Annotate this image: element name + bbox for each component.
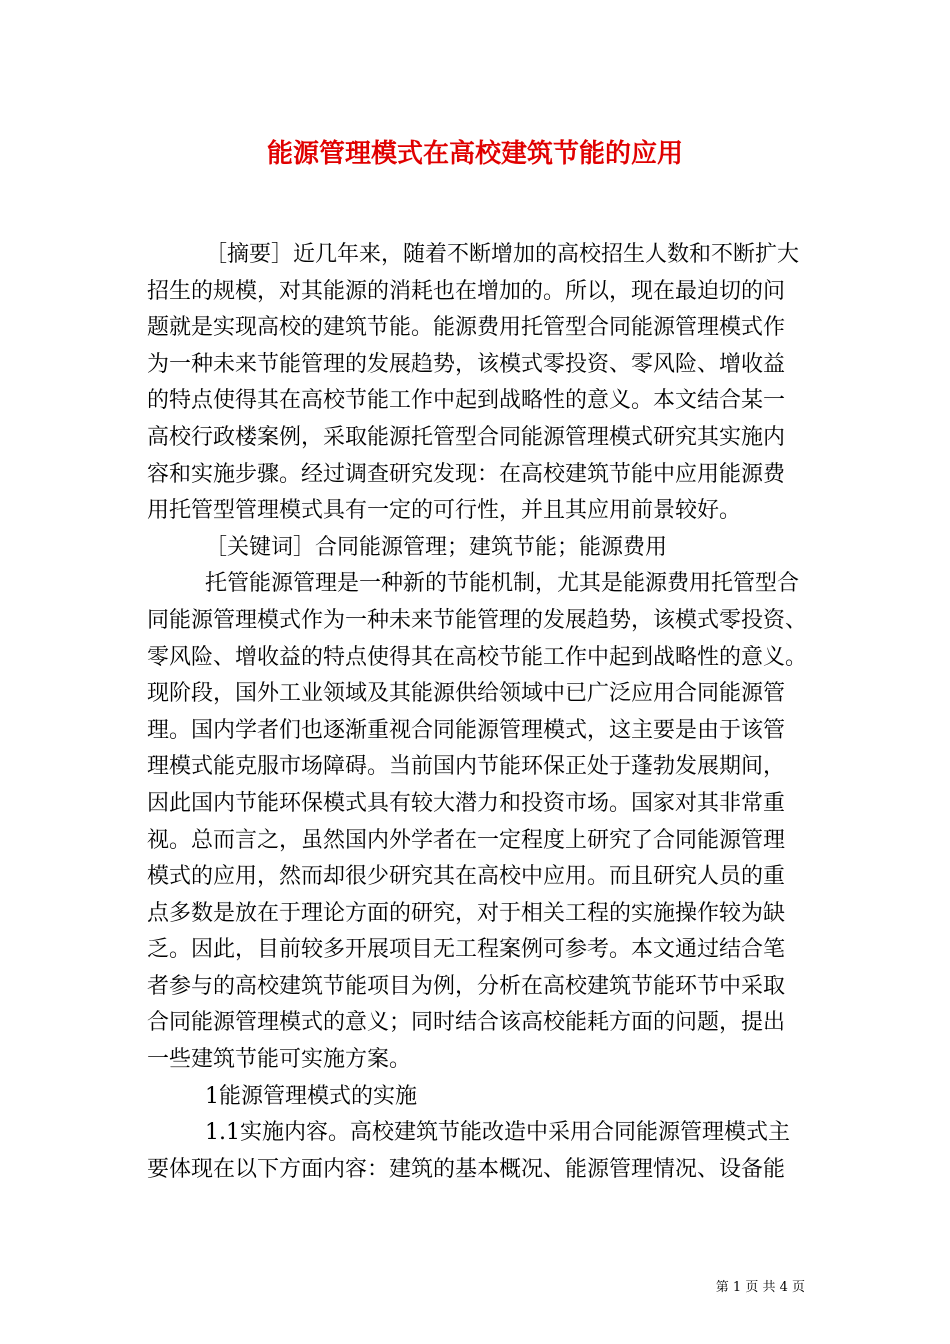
body-line: 模式的应用，然而却很少研究其在高校中应用。而且研究人员的重 <box>147 864 786 890</box>
body-line: 合同能源管理模式的意义；同时结合该高校能耗方面的问题，提出 <box>147 1010 786 1036</box>
body-line: 一些建筑节能可实施方案。 <box>147 1047 412 1073</box>
body-line: 视。总而言之，虽然国内外学者在一定程度上研究了合同能源管理 <box>147 827 786 853</box>
body-line: 招生的规模，对其能源的消耗也在增加的。所以，现在最迫切的问 <box>147 278 786 304</box>
body-line: 理模式能克服市场障碍。当前国内节能环保正处于蓬勃发展期间， <box>147 754 786 780</box>
body-line: 要体现在以下方面内容：建筑的基本概况、能源管理情况、设备能 <box>147 1156 786 1182</box>
body-line: 题就是实现高校的建筑节能。能源费用托管型合同能源管理模式作 <box>147 315 786 341</box>
body-line: 同能源管理模式作为一种未来节能管理的发展趋势，该模式零投资、 <box>147 607 808 633</box>
body-line: ［关键词］合同能源管理；建筑节能；能源费用 <box>205 534 668 560</box>
body-line: 因此国内节能环保模式具有较大潜力和投资市场。国家对其非常重 <box>147 790 786 816</box>
body-line: 高校行政楼案例，采取能源托管型合同能源管理模式研究其实施内 <box>147 424 786 450</box>
body-line: 为一种未来节能管理的发展趋势，该模式零投资、零风险、增收益 <box>147 351 786 377</box>
body-line: 乏。因此，目前较多开展项目无工程案例可参考。本文通过结合笔 <box>147 937 786 963</box>
body-line: 理。国内学者们也逐渐重视合同能源管理模式，这主要是由于该管 <box>147 717 786 743</box>
document-body <box>147 237 811 1188</box>
body-line: 用托管型管理模式具有一定的可行性，并且其应用前景较好。 <box>147 498 742 524</box>
document-title: 能源管理模式在高校建筑节能的应用 <box>266 139 683 169</box>
body-line: 零风险、增收益的特点使得其在高校节能工作中起到战略性的意义。 <box>147 644 808 670</box>
page-number-footer: 第 1 页 共 4 页 <box>715 1280 805 1295</box>
body-line: 托管能源管理是一种新的节能机制，尤其是能源费用托管型合 <box>205 571 800 597</box>
body-line: 现阶段，国外工业领域及其能源供给领域中已广泛应用合同能源管 <box>147 681 786 707</box>
body-line: 1能源管理模式的实施 <box>205 1083 417 1109</box>
body-line: 点多数是放在于理论方面的研究，对于相关工程的实施操作较为缺 <box>147 900 786 926</box>
body-line: 容和实施步骤。经过调查研究发现：在高校建筑节能中应用能源费 <box>147 461 786 487</box>
body-line: 的特点使得其在高校节能工作中起到战略性的意义。本文结合某一 <box>147 388 786 414</box>
body-line: 者参与的高校建筑节能项目为例，分析在高校建筑节能环节中采取 <box>147 973 786 999</box>
body-line: ［摘要］近几年来，随着不断增加的高校招生人数和不断扩大 <box>205 242 800 267</box>
body-line: 1.1实施内容。高校建筑节能改造中采用合同能源管理模式主 <box>205 1120 790 1146</box>
